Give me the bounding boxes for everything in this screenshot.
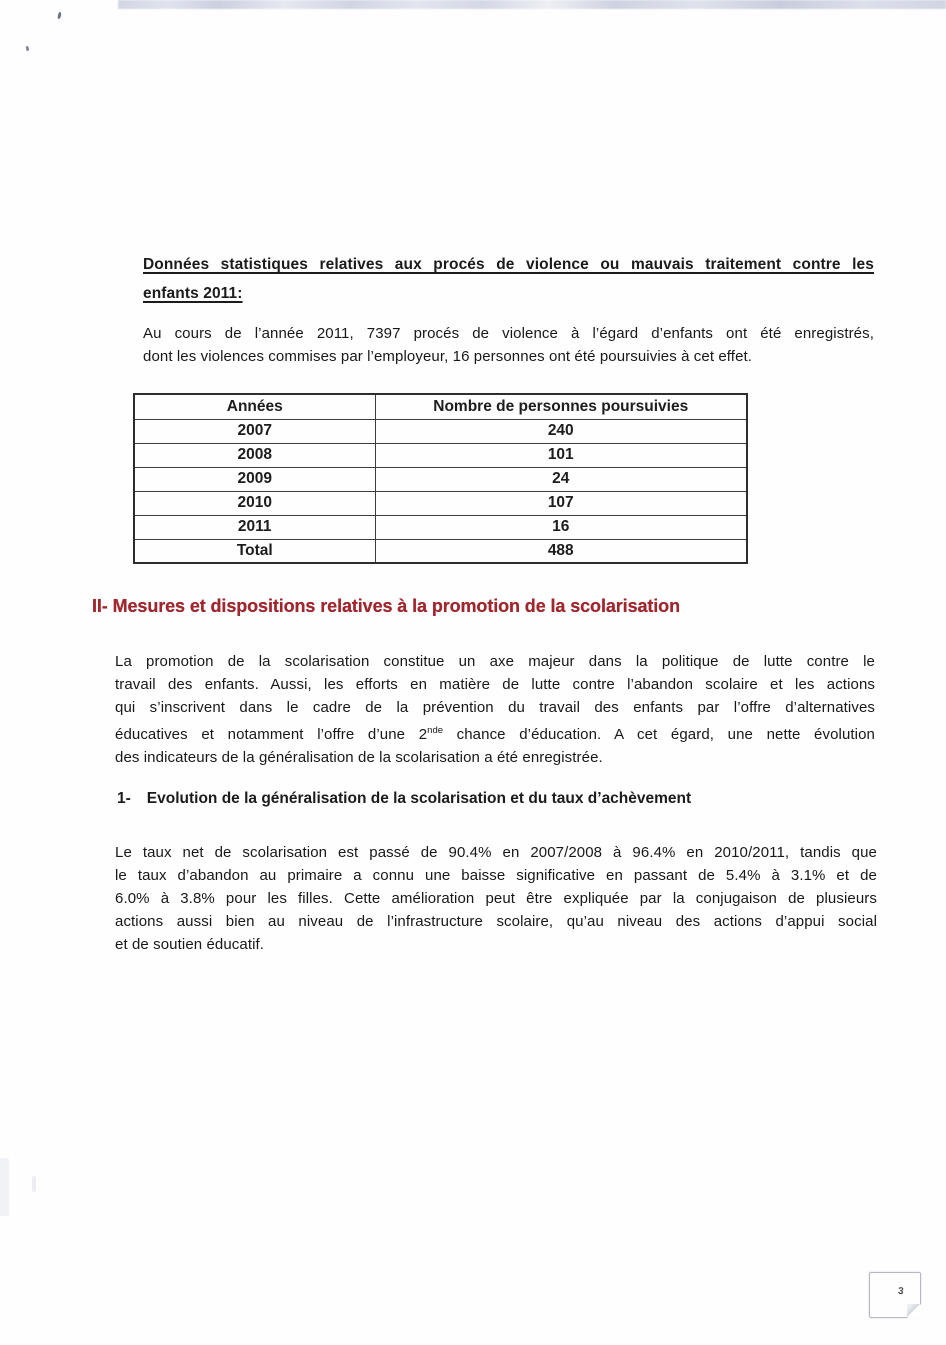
table-cell-year: 2007 [134, 419, 375, 443]
table-cell-count: 107 [375, 491, 747, 515]
page-number: 3 [896, 1285, 904, 1298]
table-cell-count: 101 [375, 443, 747, 467]
subsection-title: Evolution de la généralisation de la scolarisation et du taux d’achèvement [146, 790, 692, 807]
paragraph-line: Au cours de l’année 2011, 7397 procés de violence à l’égard d’enfants ont été enregistrés, [143, 325, 874, 342]
paragraph-line: Le taux net de scolarisation est passé de 90.4% en 2007/2008 à 96.4% en 2010/2011, tandis que [115, 844, 877, 861]
table-cell-total-label: Total [134, 539, 375, 563]
stats-title-line-2: enfants 2011: [143, 285, 243, 302]
table-cell-year: 2010 [134, 491, 375, 515]
scan-artifact-left-streak [0, 1158, 9, 1216]
paragraph-line: dont les violences commises par l’employeur, 16 personnes ont été poursuivies à cet effet. [143, 348, 753, 365]
table-cell-year: 2009 [134, 467, 375, 491]
section-ii-heading: II- Mesures et dispositions relatives à la promotion de la scolarisation [92, 596, 680, 616]
table-cell-count: 240 [375, 419, 747, 443]
table-row [134, 491, 747, 515]
stats-intro-paragraph [143, 322, 874, 368]
prosecutions-table [133, 393, 748, 564]
table-row [134, 443, 747, 467]
table-header-nombre: Nombre de personnes poursuivies [375, 394, 747, 419]
paragraph-line: le taux d’abandon au primaire a connu une baisse significative en passant de 5.4% à 3.1% et de [115, 867, 877, 884]
table-row [134, 515, 747, 539]
table-cell-year: 2011 [134, 515, 375, 539]
stats-title-line-1: Données statistiques relatives aux procés de violence ou mauvais traitement contre les [143, 256, 874, 273]
line4-post: chance d’éducation. A cet égard, une nette évolution [443, 726, 875, 743]
page-number-frame [869, 1272, 921, 1318]
table-row-total [134, 539, 747, 563]
subsection-number: 1- [117, 790, 131, 807]
paragraph-line: et de soutien éducatif. [115, 936, 265, 953]
paragraph-line: des indicateurs de la généralisation de la scolarisation a été enregistrée. [115, 749, 603, 766]
taux-paragraph [115, 841, 877, 956]
table-header-annees: Années [134, 394, 375, 419]
table-cell-year: 2008 [134, 443, 375, 467]
scolarisation-paragraph [115, 650, 875, 769]
scan-artifact-top-band [118, 0, 946, 9]
table-row [134, 419, 747, 443]
ink-speck-left [26, 46, 30, 51]
table-cell-count: 16 [375, 515, 747, 539]
scan-artifact-left-tick [32, 1176, 36, 1192]
superscript-nde: nde [427, 725, 444, 736]
paragraph-line: La promotion de la scolarisation constitue un axe majeur dans la politique de lutte contre le [115, 653, 875, 670]
table-row [134, 467, 747, 491]
paragraph-line: qui s’inscrivent dans le cadre de la prévention du travail des enfants par l’offre d’alternatives [115, 699, 875, 716]
ink-speck-top [57, 12, 62, 20]
subsection-1-heading [117, 790, 691, 808]
paragraph-line: travail des enfants. Aussi, les efforts en matière de lutte contre l’abandon scolaire et les actions [115, 676, 875, 693]
table-header-row [134, 394, 747, 419]
line4-pre: éducatives et notamment l’offre d’une 2 [115, 726, 428, 743]
table-cell-count: 24 [375, 467, 747, 491]
table-cell-total-count: 488 [375, 539, 747, 563]
paragraph-line-with-superscript [115, 719, 875, 746]
paragraph-line: actions aussi bien au niveau de l’infrastructure scolaire, qu’au niveau des actions d’appui social [115, 913, 877, 930]
stats-title [143, 250, 874, 308]
paragraph-line: 6.0% à 3.8% pour les filles. Cette amélioration peut être expliquée par la conjugaison de plusieurs [115, 890, 877, 907]
